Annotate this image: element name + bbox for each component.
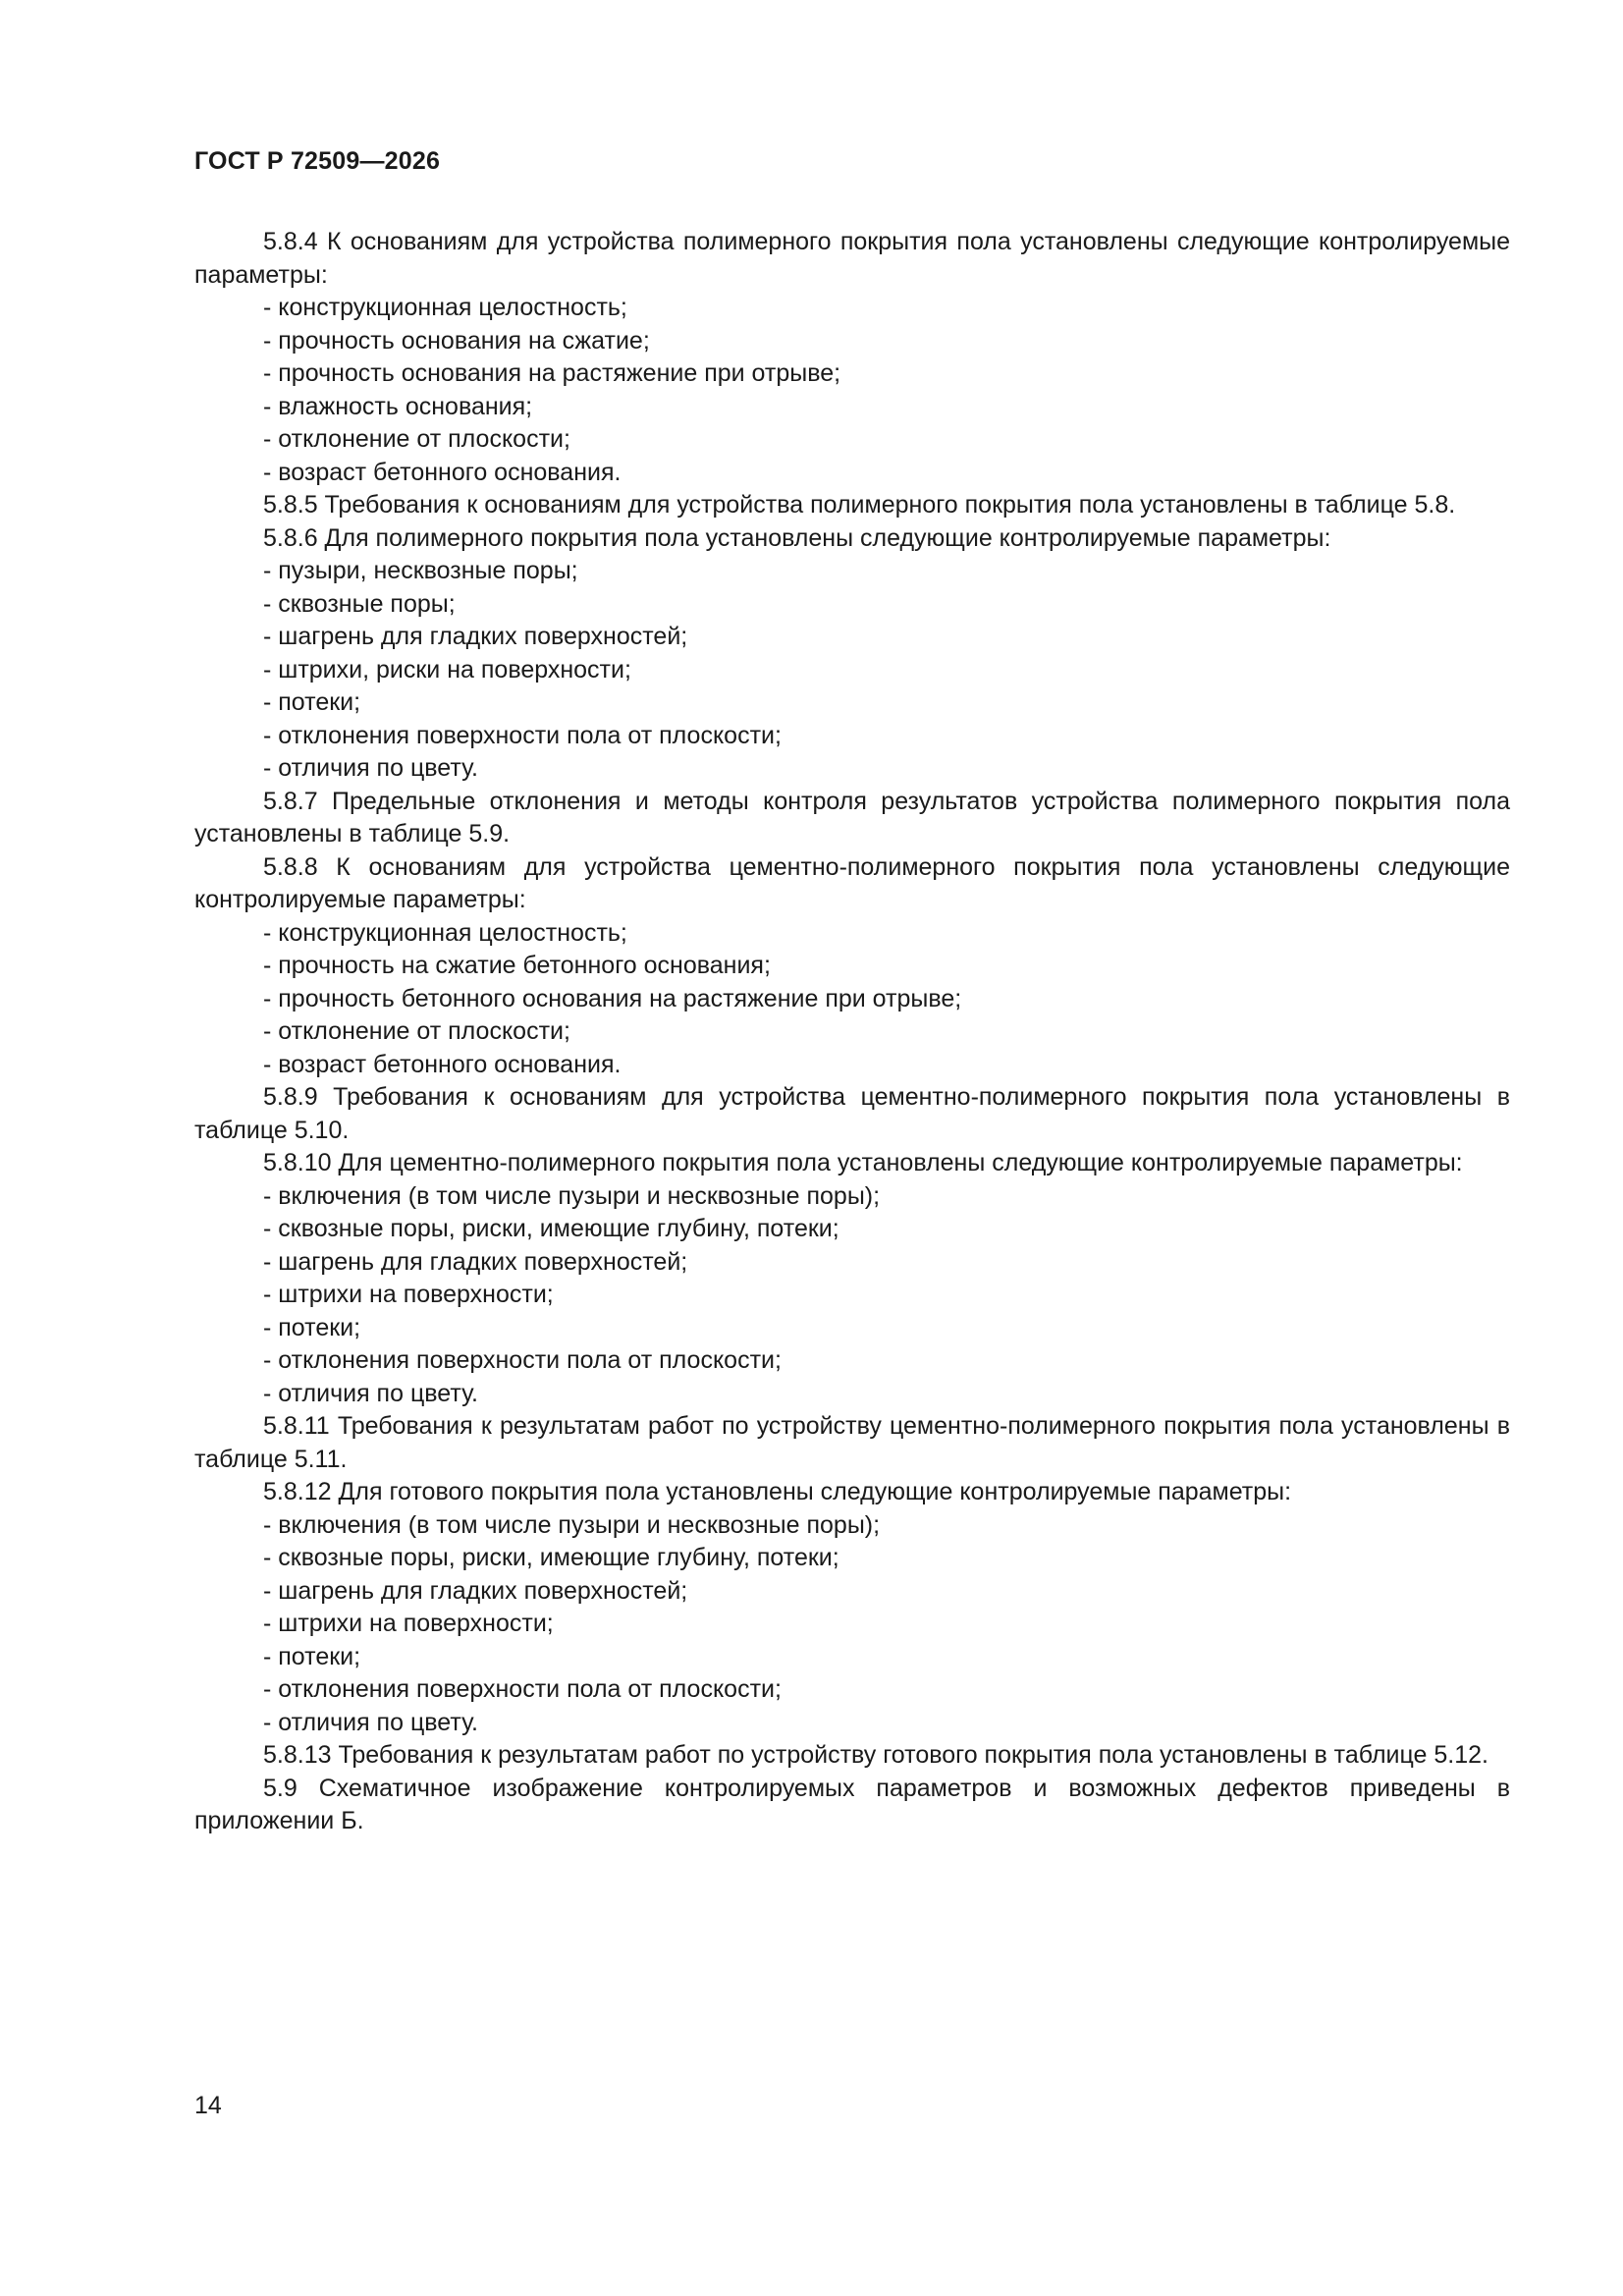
list-item: - отличия по цвету.: [263, 754, 479, 782]
list-item: - прочность на сжатие бетонного основания;: [263, 952, 771, 979]
list-item: - конструкционная целостность;: [263, 294, 627, 321]
paragraph: 5.9 Схематичное изображение контролируемых параметров и возможных дефектов приведены в приложении Б.: [194, 1774, 1510, 1834]
list-item: - сквозные поры, риски, имеющие глубину, потеки;: [263, 1544, 839, 1571]
list-item: - отклонение от плоскости;: [263, 1017, 570, 1045]
list-item: - отклонения поверхности пола от плоскости;: [263, 721, 782, 749]
list-item: - отклонения поверхности пола от плоскости;: [263, 1346, 782, 1374]
paragraph: 5.8.12 Для готового покрытия пола установлены следующие контролируемые параметры:: [263, 1478, 1292, 1505]
list-item: - включения (в том числе пузыри и несквозные поры);: [263, 1510, 881, 1539]
list-item: - влажность основания;: [263, 392, 533, 420]
list-item: - потеки;: [263, 1313, 361, 1341]
list-item: - отклонения поверхности пола от плоскости;: [263, 1675, 782, 1703]
paragraph: 5.8.7 Предельные отклонения и методы контроля результатов устройства полимерного покрытия пола установлены в таблице 5.9.: [194, 787, 1510, 847]
list-item: - шагрень для гладких поверхностей;: [263, 623, 688, 650]
list-item: - штрихи на поверхности;: [263, 1281, 554, 1308]
list-item: - штрихи на поверхности;: [263, 1610, 554, 1637]
list-item: - прочность основания на растяжение при отрыве;: [263, 359, 841, 387]
list-item: - отличия по цвету.: [263, 1379, 479, 1407]
document-body: [194, 226, 1510, 1838]
paragraph: 5.8.13 Требования к результатам работ по устройству готового покрытия пола установлены в таблице 5.12.: [263, 1741, 1488, 1769]
list-item: - прочность основания на сжатие;: [263, 326, 650, 355]
document-header: ГОСТ Р 72509—2026: [194, 147, 441, 175]
list-item: - возраст бетонного основания.: [263, 458, 622, 486]
list-item: - потеки;: [263, 1642, 361, 1670]
page-number: 14: [194, 2092, 222, 2119]
list-item: - потеки;: [263, 688, 361, 716]
list-item: - отклонение от плоскости;: [263, 425, 570, 453]
paragraph: 5.8.8 К основаниям для устройства цементно-полимерного покрытия пола установлены следующие контролируемые параметры:: [194, 852, 1510, 913]
paragraph: 5.8.9 Требования к основаниям для устройства цементно-полимерного покрытия пола установлены в таблице 5.10.: [194, 1083, 1510, 1144]
list-item: - шагрень для гладких поверхностей;: [263, 1576, 688, 1605]
list-item: - отличия по цвету.: [263, 1708, 479, 1736]
paragraph: 5.8.10 Для цементно-полимерного покрытия пола установлены следующие контролируемые параметры:: [263, 1149, 1463, 1176]
list-item: - прочность бетонного основания на растяжение при отрыве;: [263, 984, 962, 1012]
list-item: - конструкционная целостность;: [263, 918, 627, 947]
paragraph: 5.8.5 Требования к основаниям для устройства полимерного покрытия пола установлены в таблице 5.8.: [263, 491, 1456, 519]
list-item: - шагрень для гладких поверхностей;: [263, 1247, 688, 1276]
list-item: - сквозные поры;: [263, 589, 456, 618]
list-item: - возраст бетонного основания.: [263, 1050, 622, 1078]
list-item: - сквозные поры, риски, имеющие глубину, потеки;: [263, 1215, 839, 1242]
paragraph: 5.8.4 К основаниям для устройства полимерного покрытия пола установлены следующие контролируемые параметры:: [194, 228, 1510, 289]
paragraph: 5.8.11 Требования к результатам работ по устройству цементно-полимерного покрытия пола установлены в таблице 5.11.: [194, 1412, 1510, 1473]
paragraph: 5.8.6 Для полимерного покрытия пола установлены следующие контролируемые параметры:: [263, 523, 1331, 552]
list-item: - штрихи, риски на поверхности;: [263, 655, 631, 683]
list-item: - пузыри, несквозные поры;: [263, 557, 578, 584]
list-item: - включения (в том числе пузыри и несквозные поры);: [263, 1181, 881, 1210]
